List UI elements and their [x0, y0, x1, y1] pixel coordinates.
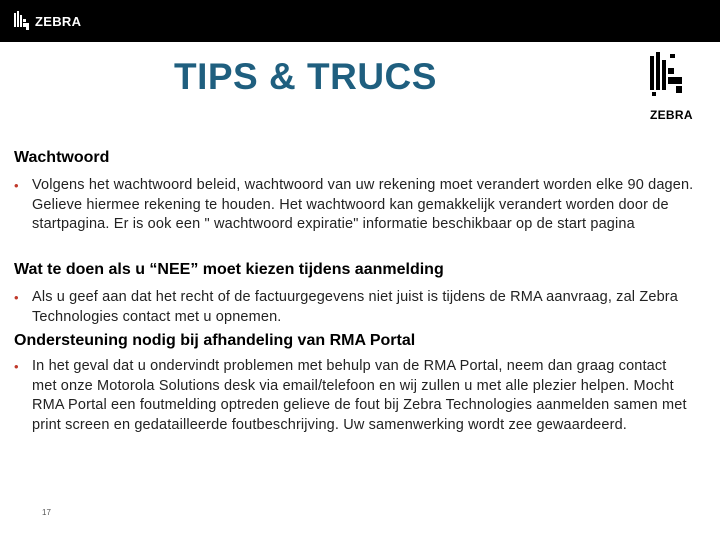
- bullet-text: In het geval dat u ondervindt problemen met behulp van de RMA Portal, neem dan graag contact met onze Motorola Solutions desk via email/telefoon en wij zullen u met alle plezier helpen. Mocht RMA Portal een foutmelding optreden gelieve de fout bij Zebra Technologies aanmelden samen met print screen en gedatailleerde foutbeschrijving. Uw samenwerking wordt zee gewaardeerd.: [32, 358, 687, 433]
- bullet-ondersteuning: [14, 357, 694, 435]
- bullet-dot-icon: •: [14, 290, 19, 305]
- heading-nee: Wat te doen als u “NEE” moet kiezen tijdens aanmelding: [14, 261, 444, 278]
- zebra-logo-text: ZEBRA: [650, 108, 693, 122]
- bullet-dot-icon: •: [14, 359, 19, 374]
- heading-ondersteuning: Ondersteuning nodig bij afhandeling van RMA Portal: [14, 332, 416, 349]
- bullet-wachtwoord: [14, 176, 694, 235]
- top-bar: [0, 0, 720, 42]
- header-brand: [14, 10, 81, 32]
- page-number: 17: [42, 508, 51, 517]
- bullet-nee: [14, 288, 694, 327]
- bullet-dot-icon: •: [14, 178, 19, 193]
- zebra-head-icon: [14, 11, 30, 31]
- heading-wachtwoord: Wachtwoord: [14, 149, 110, 166]
- header-brand-text: ZEBRA: [35, 13, 82, 29]
- zebra-logo: [640, 50, 700, 126]
- bullet-text: Volgens het wachtwoord beleid, wachtwoord van uw rekening moet verandert worden elke 90 dagen. Gelieve hiermee rekening te houden. Het wachtwoord kan gemakkelijk verandert worden door de startpagina. Er is ook een " wachtwoord expiratie" informatie beschikbaar op de start pagina: [32, 177, 694, 232]
- zebra-logo-icon: [640, 50, 700, 106]
- page-title: TIPS & TRUCS: [174, 56, 437, 97]
- bullet-text: Als u geef aan dat het recht of de factuurgegevens niet juist is tijdens de RMA aanvraag, zal Zebra Technologies contact met u opnemen.: [32, 289, 678, 325]
